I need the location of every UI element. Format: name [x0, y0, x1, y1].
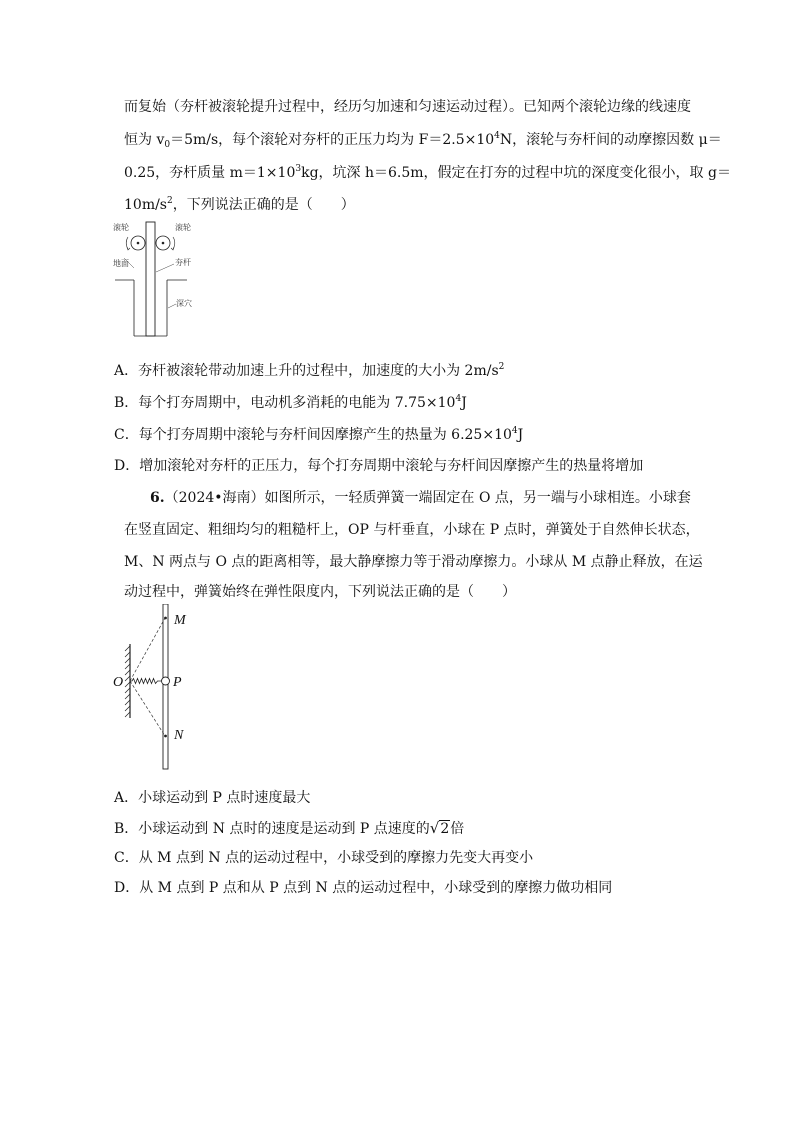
q5-text-line-2: 恒为 $v_0=5m/s$，每个滚轮对夯杆的正压力均为 $F=2.5\times 10^4N$，滚轮与夯杆间的动摩擦因数 μ＝: [124, 131, 722, 150]
q6-text-line-1: 6.（2024•海南）如图所示，一轻质弹簧一端固定在 O 点，另一端与小球相连。小球套: [150, 490, 691, 506]
ball-shape: [162, 677, 170, 685]
q6-text-line-3: M、N 两点与 O 点的距离相等，最大静摩擦力等于滑动摩擦力。小球从 M 点静止释放，在运: [124, 554, 703, 570]
tamping-rod-figure: [112, 218, 212, 340]
q6-text-line-4: 动过程中，弹簧始终在弹性限度内，下列说法正确的是（ ）: [124, 584, 516, 600]
rod-shape: [146, 222, 155, 336]
point-p-label: P: [173, 675, 182, 690]
q5-text-line-1: 而复始（夯杆被滚轮提升过程中，经历匀加速和匀速运动过程）。已知两个滚轮边缘的线速度: [124, 99, 691, 115]
q5-text-line-4: $10m/s^2$，下列说法正确的是（ ）: [124, 196, 355, 213]
sqrt-symbol: √: [429, 819, 440, 837]
right-wheel-label: 滚轮: [175, 223, 191, 232]
spring-rod-figure: [108, 604, 208, 772]
point-o-label: O: [113, 675, 124, 690]
rod-label: 夯杆: [175, 258, 191, 267]
q5-option-d: D．增加滚轮对夯杆的正压力，每个打夯周期中滚轮与夯杆间因摩擦产生的热量将增加: [114, 458, 644, 474]
ground-label: 地面: [113, 259, 129, 268]
point-n-label: N: [174, 728, 184, 743]
spring-shape: [130, 679, 161, 684]
q5-text-line-3: 0.25，夯杆质量 $m=1\times 10^3kg$，坑深 h＝6.5m，假定在打夯的过程中坑的深度变化很小，取 g＝: [124, 164, 731, 181]
q6-option-a: A．小球运动到 P 点时速度最大: [114, 790, 311, 806]
q6-option-d: D．从 M 点到 P 点和从 P 点到 N 点的运动过程中，小球受到的摩擦力做功相同: [114, 880, 613, 896]
q5-option-c: C．每个打夯周期中滚轮与夯杆间因摩擦产生的热量为 $6.25\times 10^4J$: [114, 426, 524, 443]
q6-option-b: B．小球运动到 N 点时的速度是运动到 P 点速度的√2倍: [114, 819, 465, 837]
pit-label: 深穴: [176, 299, 192, 308]
question-number: 6.: [150, 490, 165, 506]
q5-option-a: A．夯杆被滚轮带动加速上升的过程中，加速度的大小为 $2m/s^2$: [114, 362, 505, 379]
dashed-line-on: [130, 681, 165, 736]
vertical-rod-shape: [163, 604, 168, 769]
left-wheel-label: 滚轮: [113, 223, 129, 232]
dashed-line-om: [130, 618, 165, 681]
q5-option-b: B．每个打夯周期中，电动机多消耗的电能为 $7.75\times 10^4J$: [114, 394, 467, 411]
q6-text-line-2: 在竖直固定、粗细均匀的粗糙杆上，OP 与杆垂直，小球在 P 点时，弹簧处于自然伸长状态，: [124, 522, 700, 538]
q6-option-c: C．从 M 点到 N 点的运动过程中，小球受到的摩擦力先变大再变小: [114, 850, 534, 866]
point-m-label: M: [174, 613, 186, 628]
